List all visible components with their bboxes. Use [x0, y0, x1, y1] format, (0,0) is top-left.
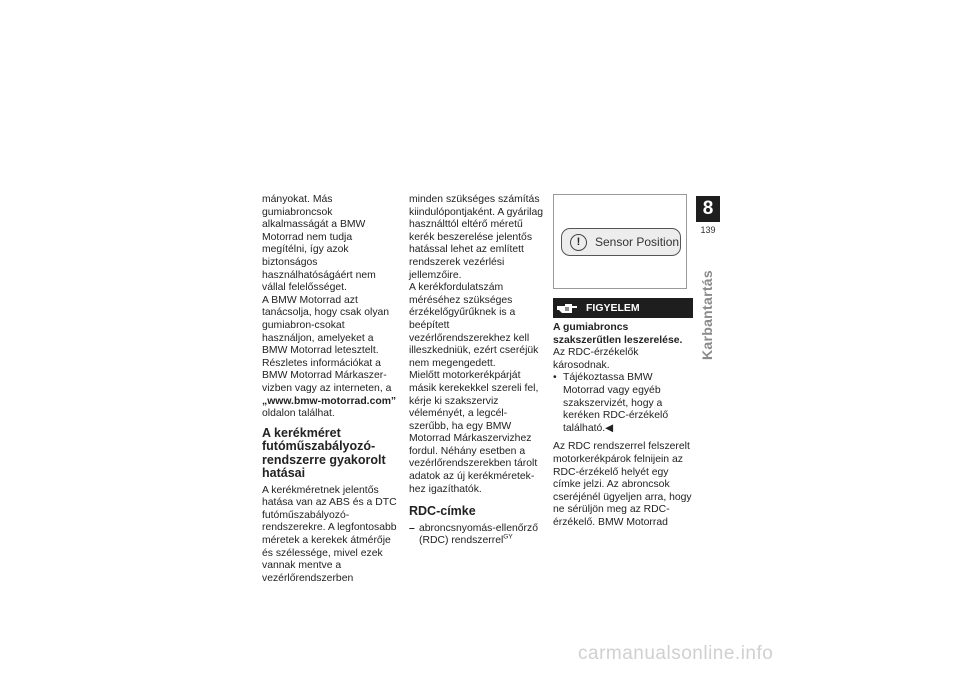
- paragraph: [262, 358, 398, 421]
- section-heading: RDC-címke: [409, 504, 476, 519]
- list-item-label: abroncsnyomás-ellenőrző (RDC) rendszerrel: [419, 522, 538, 547]
- warning-label: FIGYELEM: [586, 301, 640, 314]
- paragraph: A kerékméretnek jelentős hatása van az ABS és a DTC futóműszabályozó-rendszerekre. A legfontosabb méretek a kerekek átmérője és szélessége, mivel ezek vannak mentve a vezérlőrendszerben: [262, 484, 397, 584]
- display-illustration: [553, 194, 687, 289]
- list-item-label: Tájékoztassa BMW Motorrad vagy egyéb szakszervizét, hogy a keréken RDC-érzékelő található.: [563, 372, 669, 434]
- warning-banner: [553, 298, 693, 318]
- paragraph-text: Részletes információkat a BMW Motorrad Márkaszer-vizben vagy az interneten, a: [262, 357, 392, 394]
- website-link[interactable]: „www.bmw-motorrad.com”: [262, 395, 397, 407]
- paragraph: A kerékfordulatszám méréséhez szükséges érzékelőgyűrűknek is a beépített vezérlőrendszerekhez kell illeszkedniük, ezért cseréjük nem megengedett.: [409, 282, 539, 369]
- warning-heading: A gumiabroncs szakszerűtlen leszerelése.: [553, 322, 683, 346]
- paragraph: Az RDC rendszerrel felszerelt motorkerékpárok felnijein az RDC-érzékelő helyét egy címke jelzi. Az abroncsok cseréjénél ügyeljen arra, hogy ne sérüljön meg az RDC-érzékelő. BMW Motorrad: [553, 441, 692, 528]
- bullet-symbol: •: [553, 372, 557, 384]
- chapter-number: 8: [696, 196, 720, 222]
- page-number: 139: [700, 225, 716, 235]
- footnote-mark: GY: [503, 533, 513, 541]
- section-heading: A kerékméret futóműszabályozó-rendszerre gyakorolt hatásai: [262, 425, 386, 481]
- watermark: carmanualsonline.info: [578, 643, 774, 664]
- paragraph: Az RDC-érzékelők károsodnak.: [553, 347, 639, 371]
- list-item-text: [563, 372, 693, 435]
- chapter-title: Karbantartás: [699, 270, 715, 360]
- text-column-1: [262, 194, 398, 585]
- paragraph: Mielőtt motorkerékpárját másik kerekekkel szereli fel, kérje ki szakszerviz véleményét, a legcél-szerűbb, ha egy BMW Motorrad Márkaszervizhez fordul. Néhány esetben a vezérlőrendszerekben tárolt adatok az új kerékméretek-hez igazíthatók.: [409, 370, 539, 495]
- dash-symbol: –: [409, 522, 415, 534]
- text-column-3: [553, 194, 693, 530]
- paragraph: A BMW Motorrad azt tanácsolja, hogy csak olyan gumiabron-csokat használjon, amelyeket a BMW Motorrad letesztelt.: [262, 294, 390, 357]
- text-column-2: [409, 194, 545, 548]
- paragraph-text: oldalon találhat.: [262, 408, 335, 420]
- dashboard-display: [561, 228, 681, 256]
- chapter-tab: [696, 196, 720, 235]
- list-item: [409, 523, 545, 548]
- paragraph: mányokat. Más gumiabroncsok alkalmasságát a BMW Motorrad nem tudja megítélni, így azok biztonságos használhatóságáért nem vállal felelősséget.: [262, 194, 376, 294]
- warning-icon: !: [570, 234, 587, 251]
- paragraph: minden szükséges számítás kiindulópontjaként. A gyárilag használttól eltérő méretű kerék beszerelése jelentős hatással lehet az említett rendszerek vezérlési jellemzőire.: [409, 194, 544, 281]
- end-mark: ◀: [605, 422, 614, 434]
- pointing-hand-icon: [556, 301, 578, 315]
- display-message: Sensor Position: [595, 234, 680, 249]
- list-item: [553, 372, 693, 435]
- list-item-text: [419, 523, 545, 548]
